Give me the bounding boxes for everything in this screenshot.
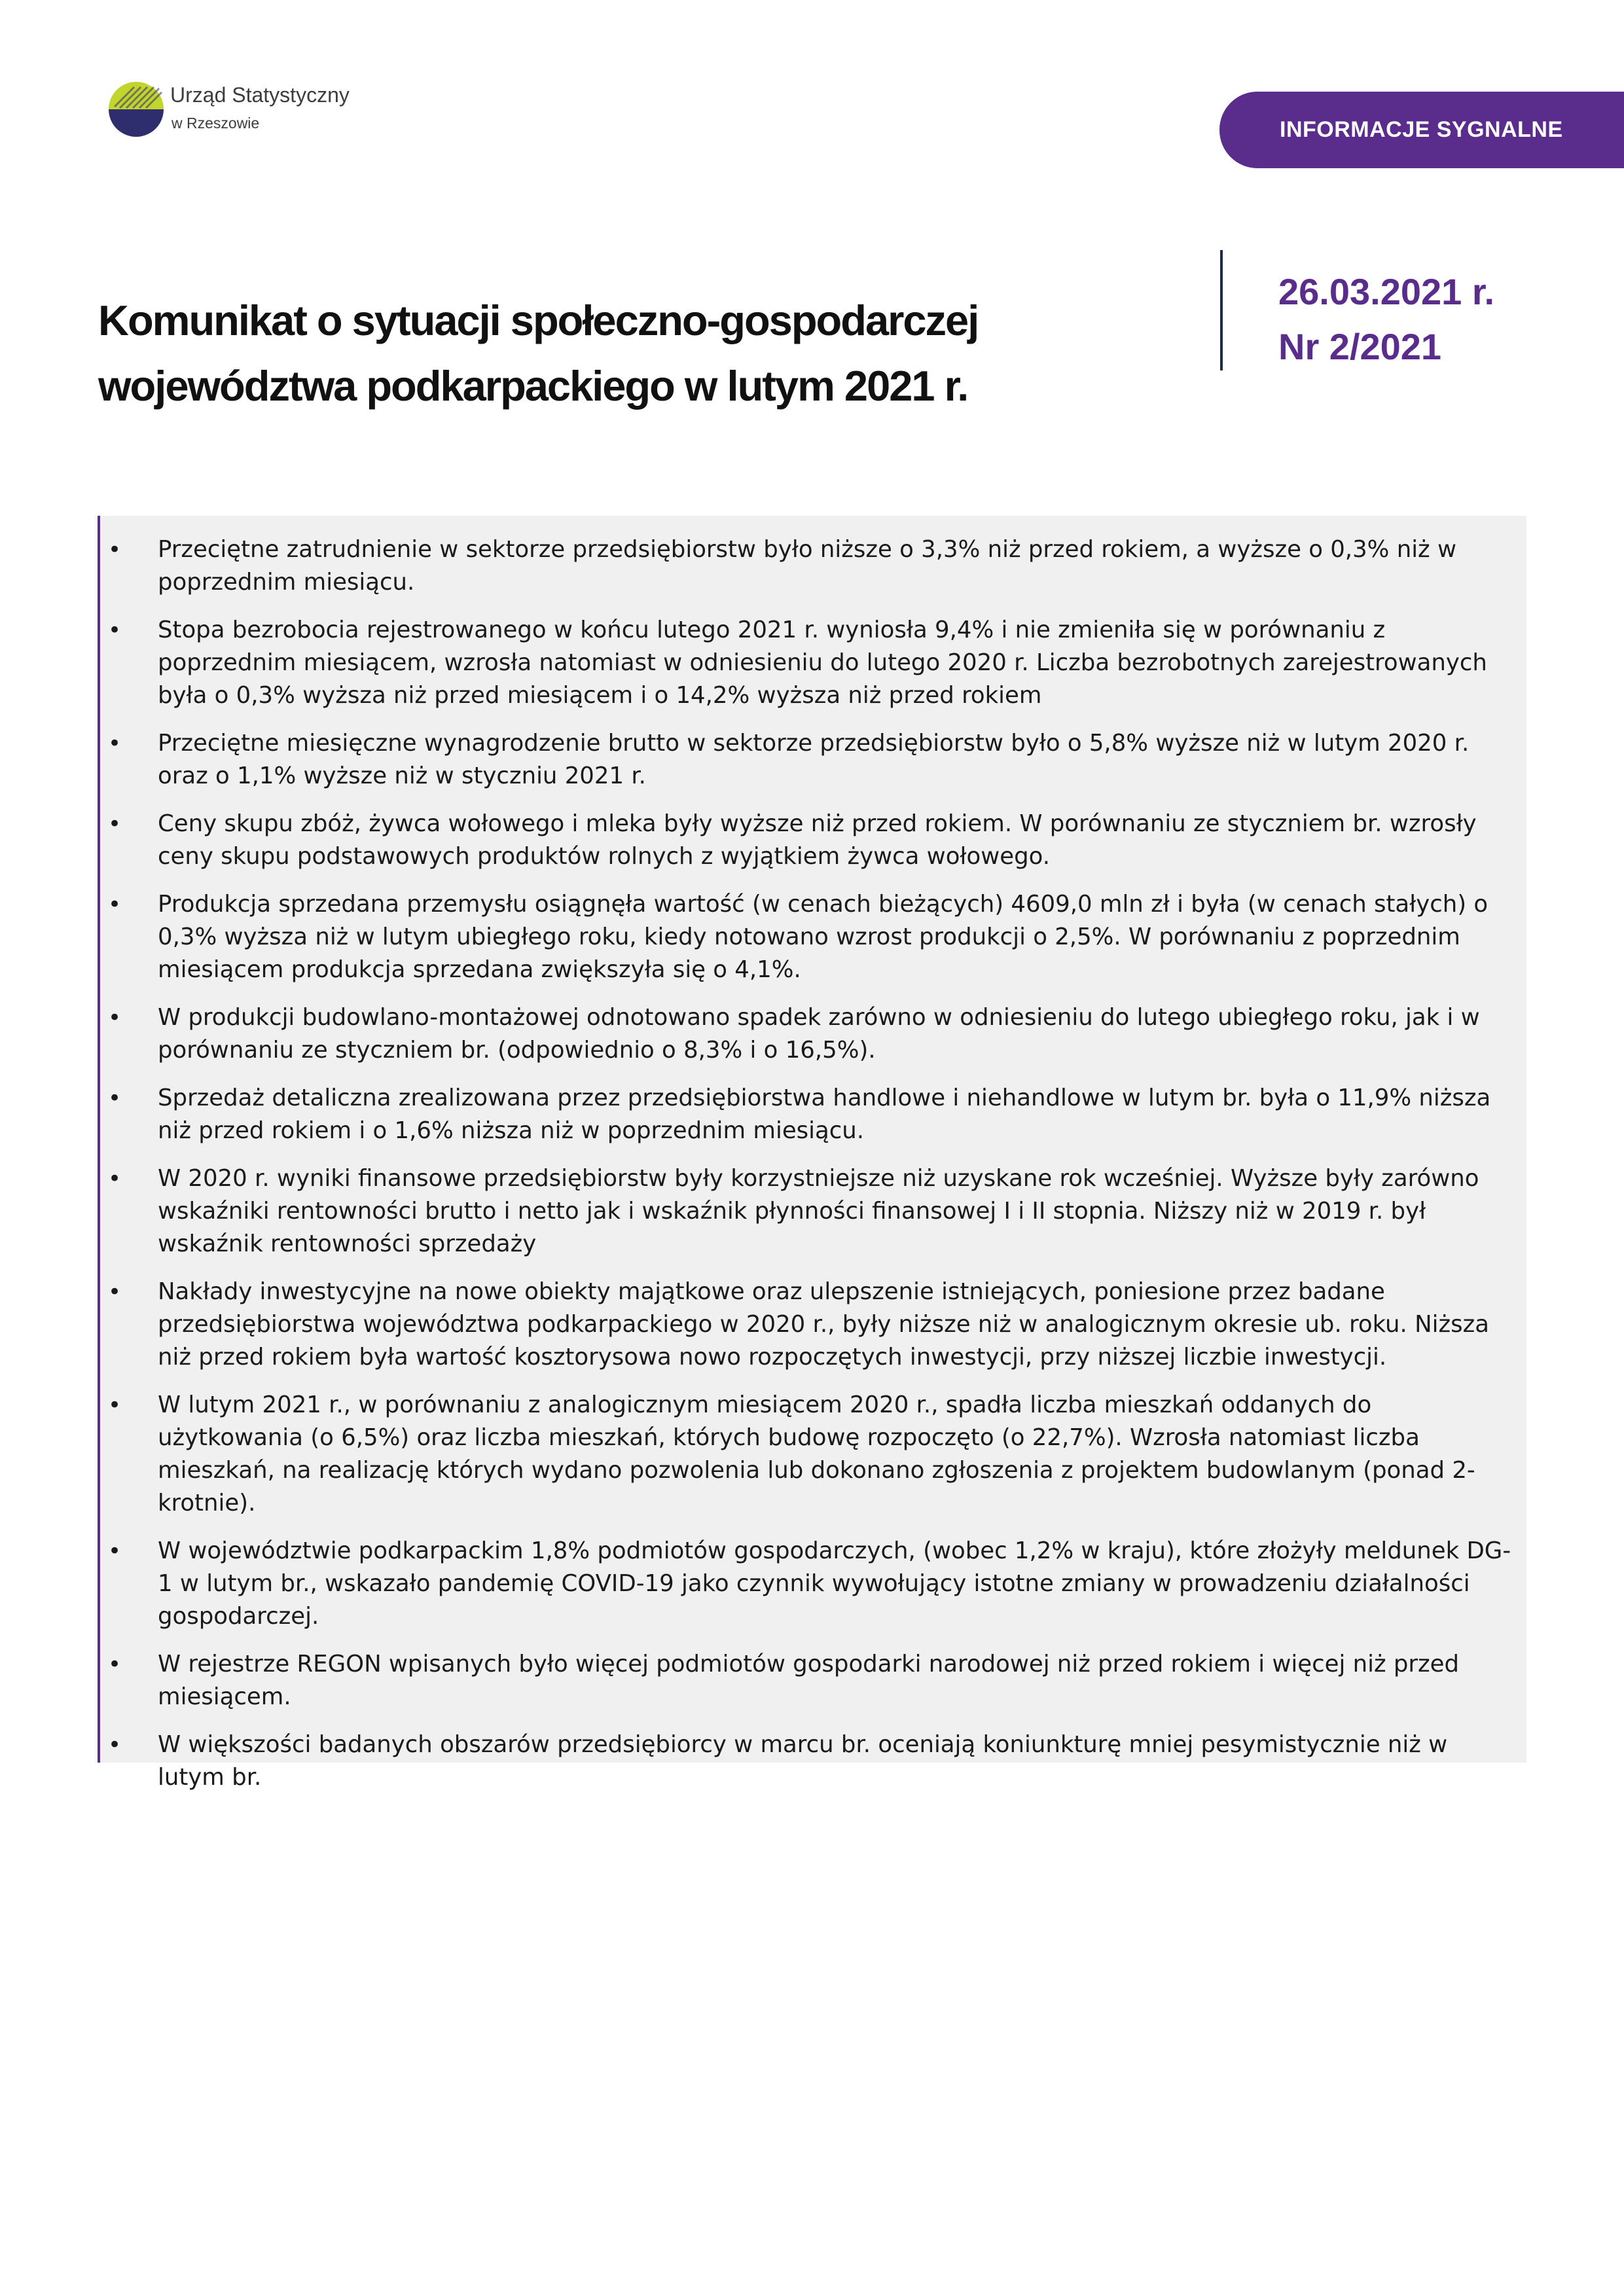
summary-item: [100, 1389, 1513, 1520]
summary-item: [100, 1535, 1513, 1633]
summary-item-text: W województwie podkarpackim 1,8% podmiotów gospodarczych, (wobec 1,2% w kraju), które złożyły meldunek DG-1 w lutym br., wskazało pandemię COVID-19 jako czynnik wywołujący istotne zmiany w prowadzeniu działalności gospodarczej.: [158, 1537, 1511, 1630]
bullet-icon: •: [108, 537, 122, 563]
bullet-icon: •: [108, 1085, 122, 1111]
summary-item: [100, 1082, 1513, 1147]
bullet-icon: •: [108, 811, 122, 837]
publication-type-badge: INFORMACJE SYGNALNE: [1219, 92, 1624, 168]
summary-item-text: Ceny skupu zbóż, żywca wołowego i mleka były wyższe niż przed rokiem. W porównaniu ze styczniem br. wzrosły ceny skupu podstawowych produktów rolnych z wyjątkiem żywca wołowego.: [158, 810, 1477, 870]
summary-item: [100, 1001, 1513, 1067]
summary-item: [100, 888, 1513, 986]
release-date: 26.03.2021 r.: [1278, 271, 1495, 312]
summary-item: [100, 1276, 1513, 1374]
summary-item: [100, 1729, 1513, 1794]
summary-item: [100, 614, 1513, 712]
bullet-icon: •: [108, 617, 122, 643]
summary-item-text: Stopa bezrobocia rejestrowanego w końcu lutego 2021 r. wyniosła 9,4% i nie zmieniła się w porównaniu z poprzednim miesiącem, wzrosła natomiast w odniesieniu do lutego 2020 r. Liczba bezrobotnych zarejestrowanych była o 0,3% wyższa niż przed miesiącem i o 14,2% wyższa niż przed rokiem: [158, 617, 1487, 709]
summary-item-text: W lutym 2021 r., w porównaniu z analogicznym miesiącem 2020 r., spadła liczba mieszkań oddanych do użytkowania (o 6,5%) oraz liczba mieszkań, których budowę rozpoczęto (o 22,7%). Wzrosła natomiast liczba mieszkań, na realizację których wydano pozwolenia lub dokonano zgłoszenia z projektem budowlanym (ponad 2-krotnie).: [158, 1391, 1475, 1516]
summary-item-text: W rejestrze REGON wpisanych było więcej podmiotów gospodarki narodowej niż przed rokiem i więcej niż przed miesiącem.: [158, 1651, 1460, 1710]
summary-item-text: Nakłady inwestycyjne na nowe obiekty majątkowe oraz ulepszenie istniejących, poniesione przez badane przedsiębiorstwa województwa podkarpackiego w 2020 r., były niższe niż w analogicznym okresie ub. roku. Niższa niż przed rokiem była wartość kosztorysowa nowo rozpoczętych inwestycji, przy niższej liczbie inwestycji.: [158, 1278, 1490, 1371]
header-divider: [1220, 250, 1223, 370]
bullet-icon: •: [108, 1005, 122, 1031]
summary-item: [100, 808, 1513, 873]
logo-emblem-icon: [108, 69, 164, 151]
org-name: Urząd Statystyczny: [170, 83, 350, 107]
bullet-icon: •: [108, 1651, 122, 1677]
summary-item-text: Przeciętne zatrudnienie w sektorze przedsiębiorstw było niższe o 3,3% niż przed rokiem, a wyższe o 0,3% niż w poprzednim miesiącu.: [158, 536, 1457, 596]
logo: [108, 69, 383, 151]
bullet-icon: •: [108, 730, 122, 757]
summary-item-text: W produkcji budowlano-montażowej odnotowano spadek zarówno w odniesieniu do lutego ubiegłego roku, jak i w porównaniu ze styczniem br. (odpowiednio o 8,3% i o 16,5%).: [158, 1004, 1480, 1064]
org-city: w Rzeszowie: [171, 115, 260, 132]
bullet-icon: •: [108, 891, 122, 918]
summary-item-text: W większości badanych obszarów przedsiębiorcy w marcu br. oceniają koniunkturę mniej pesymistycznie niż w lutym br.: [158, 1731, 1448, 1791]
summary-item: [100, 1648, 1513, 1713]
release-number: Nr 2/2021: [1278, 326, 1442, 367]
summary-item: [100, 1162, 1513, 1261]
page-title: [98, 288, 1178, 419]
summary-item-text: Sprzedaż detaliczna zrealizowana przez przedsiębiorstwa handlowe i niehandlowe w lutym br. była o 11,9% niższa niż przed rokiem i o 1,6% niższa niż w poprzednim miesiącu.: [158, 1085, 1491, 1144]
summary-item-text: Przeciętne miesięczne wynagrodzenie brutto w sektorze przedsiębiorstw było o 5,8% wyższe niż w lutym 2020 r. oraz o 1,1% wyższe niż w styczniu 2021 r.: [158, 730, 1470, 789]
summary-item: [100, 533, 1513, 599]
bullet-icon: •: [108, 1732, 122, 1758]
bullet-icon: •: [108, 1392, 122, 1418]
summary-list: [100, 533, 1513, 1794]
summary-panel: [98, 516, 1526, 1791]
release-info: [1278, 264, 1494, 374]
summary-item-text: W 2020 r. wyniki finansowe przedsiębiorstw były korzystniejsze niż uzyskane rok wcześniej. Wyższe były zarówno wskaźniki rentowności brutto i netto jak i wskaźnik płynności finansowej I i II stopnia. Niższy niż w 2019 r. był wskaźnik rentowności sprzedaży: [158, 1165, 1479, 1257]
title-line-2: województwa podkarpackiego w lutym 2021 r.: [98, 362, 968, 410]
summary-item-text: Produkcja sprzedana przemysłu osiągnęła wartość (w cenach bieżących) 4609,0 mln zł i była (w cenach stałych) o 0,3% wyższa niż w lutym ubiegłego roku, kiedy notowano wzrost produkcji o 2,5%. W porównaniu z poprzednim miesiącem produkcja sprzedana zwiększyła się o 4,1%.: [158, 891, 1489, 983]
title-line-1: Komunikat o sytuacji społeczno-gospodarczej: [98, 296, 979, 344]
bullet-icon: •: [108, 1166, 122, 1192]
summary-item: [100, 727, 1513, 793]
bullet-icon: •: [108, 1538, 122, 1564]
bullet-icon: •: [108, 1279, 122, 1305]
